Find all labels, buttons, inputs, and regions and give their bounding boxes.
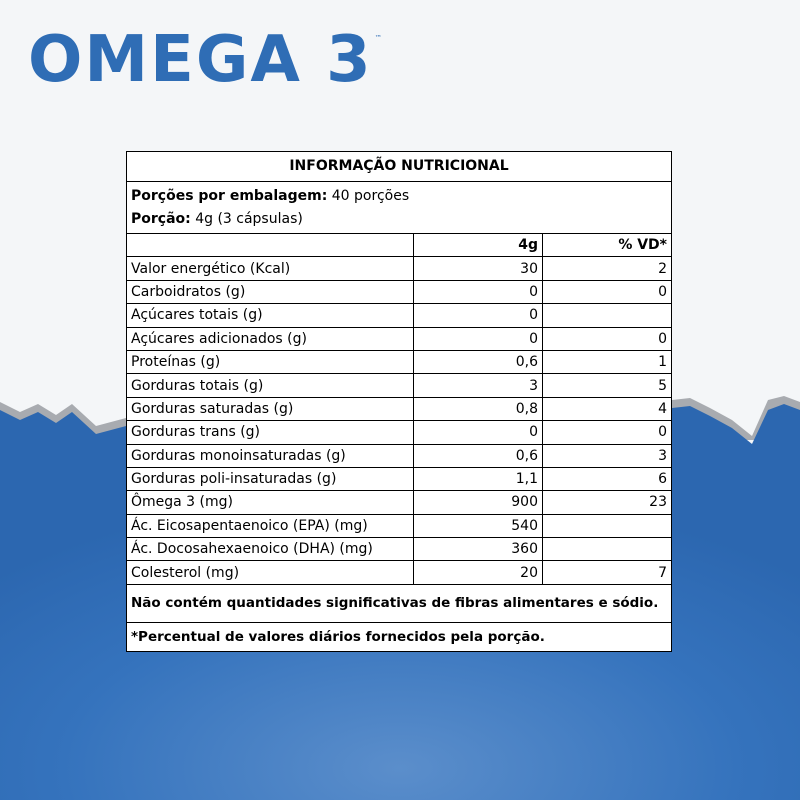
nutrition-table [127, 234, 671, 585]
table-row [127, 257, 671, 280]
nutrient-daily-value: 4 [543, 397, 672, 420]
nutrient-daily-value: 0 [543, 280, 672, 303]
nutrient-daily-value: 2 [543, 257, 672, 280]
nutrient-amount: 900 [414, 491, 543, 514]
nutrient-amount: 1,1 [414, 467, 543, 490]
table-row [127, 491, 671, 514]
table-row [127, 374, 671, 397]
servings-info [127, 182, 671, 234]
servings-value: 40 porções [327, 188, 410, 204]
nutrient-daily-value: 0 [543, 421, 672, 444]
nutrient-amount: 540 [414, 514, 543, 537]
nutrient-name: Ác. Docosahexaenoico (DHA) (mg) [127, 538, 414, 561]
table-row [127, 538, 671, 561]
servings-per-package [131, 185, 667, 208]
table-row [127, 444, 671, 467]
nutrient-name: Colesterol (mg) [127, 561, 414, 584]
nutrient-name: Proteínas (g) [127, 350, 414, 373]
nutrient-daily-value: 0 [543, 327, 672, 350]
nutrient-amount: 0 [414, 304, 543, 327]
brand-logo [28, 23, 382, 97]
footnote-daily-values: *Percentual de valores diários fornecidos pela porção. [131, 628, 545, 645]
nutrient-amount: 30 [414, 257, 543, 280]
nutrient-amount: 3 [414, 374, 543, 397]
nutrient-amount: 360 [414, 538, 543, 561]
nutrient-daily-value: 1 [543, 350, 672, 373]
nutrient-amount: 0 [414, 280, 543, 303]
nutrient-amount: 0 [414, 421, 543, 444]
nutrient-name: Gorduras trans (g) [127, 421, 414, 444]
table-row [127, 514, 671, 537]
nutrient-name: Açúcares totais (g) [127, 304, 414, 327]
servings-label: Porções por embalagem: [131, 188, 328, 204]
table-header-row [127, 234, 671, 257]
portion-value: 4g (3 cápsulas) [190, 211, 303, 227]
label-title: INFORMAÇÃO NUTRICIONAL [127, 152, 671, 182]
nutrient-daily-value [543, 304, 672, 327]
nutrient-name: Carboidratos (g) [127, 280, 414, 303]
table-row [127, 467, 671, 490]
nutrient-daily-value: 23 [543, 491, 672, 514]
header-amount: 4g [414, 234, 543, 257]
nutrient-daily-value: 5 [543, 374, 672, 397]
nutrient-name: Açúcares adicionados (g) [127, 327, 414, 350]
nutrition-label [126, 151, 672, 652]
logo-trademark: ™ [374, 34, 382, 42]
nutrient-amount: 20 [414, 561, 543, 584]
nutrient-amount: 0,6 [414, 350, 543, 373]
nutrient-daily-value: 6 [543, 467, 672, 490]
nutrient-daily-value [543, 538, 672, 561]
header-daily-value: % VD* [543, 234, 672, 257]
logo-text: OMEGA 3 [28, 23, 373, 97]
portion-label: Porção: [131, 211, 191, 227]
nutrient-name: Gorduras saturadas (g) [127, 397, 414, 420]
nutrient-amount: 0 [414, 327, 543, 350]
nutrient-name: Ác. Eicosapentaenoico (EPA) (mg) [127, 514, 414, 537]
nutrient-daily-value: 7 [543, 561, 672, 584]
nutrient-name: Valor energético (Kcal) [127, 257, 414, 280]
nutrient-name: Gorduras monoinsaturadas (g) [127, 444, 414, 467]
table-row [127, 280, 671, 303]
nutrient-daily-value: 3 [543, 444, 672, 467]
nutrient-amount: 0,6 [414, 444, 543, 467]
header-nutrient [127, 234, 414, 257]
nutrient-amount: 0,8 [414, 397, 543, 420]
table-row [127, 397, 671, 420]
table-row [127, 561, 671, 584]
footnote-not-significant: Não contém quantidades significativas de fibras alimentares e sódio. [127, 585, 671, 623]
nutrient-daily-value [543, 514, 672, 537]
nutrient-name: Gorduras poli-insaturadas (g) [127, 467, 414, 490]
nutrient-name: Gorduras totais (g) [127, 374, 414, 397]
table-row [127, 350, 671, 373]
portion-size [131, 208, 667, 231]
table-row [127, 327, 671, 350]
table-row [127, 421, 671, 444]
nutrient-name: Ômega 3 (mg) [127, 491, 414, 514]
table-row [127, 304, 671, 327]
